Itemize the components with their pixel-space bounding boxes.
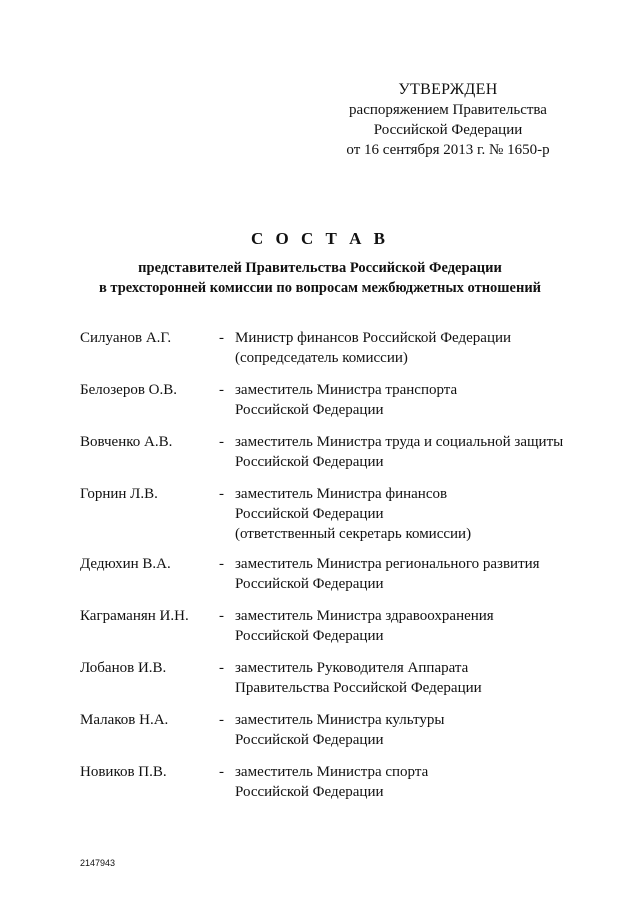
member-position-line: Российской Федерации xyxy=(235,506,384,522)
member-dash: - xyxy=(219,660,224,676)
approval-line-3: от 16 сентября 2013 г. № 1650-р xyxy=(346,142,550,158)
member-dash: - xyxy=(219,764,224,780)
member-dash: - xyxy=(219,608,224,624)
member-position xyxy=(235,762,428,802)
member-position xyxy=(235,484,471,544)
member-name: Горнин Л.В. xyxy=(80,486,158,502)
document-subtitle-line-1: представителей Правительства Российской Федерации xyxy=(138,260,502,276)
member-position xyxy=(235,432,563,472)
document-number: 2147943 xyxy=(80,858,116,868)
member-position-line: заместитель Министра здравоохранения xyxy=(235,608,494,624)
member-dash: - xyxy=(219,382,224,398)
member-dash: - xyxy=(219,486,224,502)
member-position-line: заместитель Министра транспорта xyxy=(235,382,458,398)
member-dash: - xyxy=(219,712,224,728)
approved-label: УТВЕРЖДЕН xyxy=(398,81,498,98)
member-position xyxy=(235,658,482,698)
member-position-line: Российской Федерации xyxy=(235,732,384,748)
member-position-line: (сопредседатель комиссии) xyxy=(235,350,408,366)
member-name: Силуанов А.Г. xyxy=(80,330,172,346)
member-position-line: Российской Федерации xyxy=(235,784,384,800)
member-position xyxy=(235,328,511,368)
member-position xyxy=(235,606,494,646)
approval-stamp xyxy=(330,80,566,160)
document-heading: С О С Т А В xyxy=(251,229,389,248)
document-title-block xyxy=(0,228,640,298)
member-position xyxy=(235,380,457,420)
member-name: Малаков Н.А. xyxy=(80,712,169,728)
member-position xyxy=(235,710,444,750)
member-position-line: заместитель Министра спорта xyxy=(235,764,429,780)
member-position-line: заместитель Министра культуры xyxy=(235,712,445,728)
approval-line-2: Российской Федерации xyxy=(373,122,523,138)
member-position-line: Министр финансов Российской Федерации xyxy=(235,330,512,346)
member-position-line: Правительства Российской Федерации xyxy=(235,680,482,696)
member-name: Белозеров О.В. xyxy=(80,382,178,398)
member-name: Новиков П.В. xyxy=(80,764,167,780)
member-position-line: Российской Федерации xyxy=(235,402,384,418)
member-position-line: Российской Федерации xyxy=(235,454,384,470)
member-position-line: Российской Федерации xyxy=(235,628,384,644)
member-position xyxy=(235,554,540,594)
member-position-line: (ответственный секретарь комиссии) xyxy=(235,526,472,542)
member-position-line: заместитель Министра регионального развития xyxy=(235,556,540,572)
member-name: Лобанов И.В. xyxy=(80,660,167,676)
member-dash: - xyxy=(219,434,224,450)
member-name: Каграманян И.Н. xyxy=(80,608,189,624)
approval-line-1: распоряжением Правительства xyxy=(349,102,547,118)
member-dash: - xyxy=(219,330,224,346)
member-position-line: Российской Федерации xyxy=(235,576,384,592)
member-dash: - xyxy=(219,556,224,572)
member-name: Дедюхин В.А. xyxy=(80,556,171,572)
document-subtitle-line-2: в трехсторонней комиссии по вопросам межбюджетных отношений xyxy=(98,280,542,296)
member-name: Вовченко А.В. xyxy=(80,434,173,450)
member-position-line: заместитель Министра финансов xyxy=(235,486,448,502)
member-position-line: заместитель Руководителя Аппарата xyxy=(235,660,469,676)
member-position-line: заместитель Министра труда и социальной защиты xyxy=(235,434,564,450)
